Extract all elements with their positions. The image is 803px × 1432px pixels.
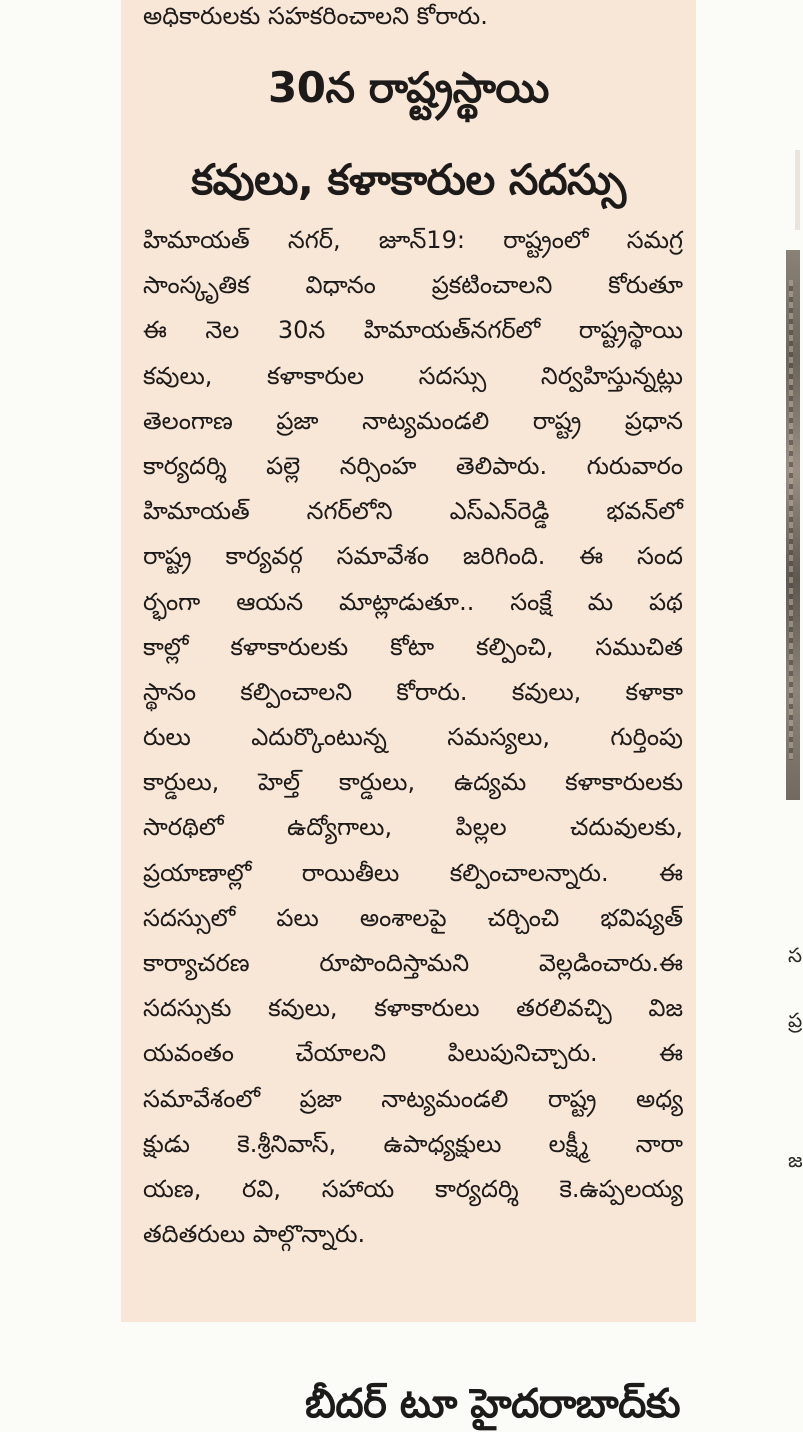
body-line: కార్యదర్శి పల్లె నర్సింహ తెలిపారు. గురువారం <box>143 451 683 480</box>
body-line: కాల్లో కళాకారులకు కోటా కల్పించి, సముచిత <box>143 632 683 661</box>
adjacent-text-fragment: స <box>788 943 803 967</box>
body-line: సదస్సులో పలు అంశాలపై చర్చించి భవిష్యత్ <box>143 903 683 932</box>
body-line: హిమాయత్ నగర్, జూన్19: రాష్ట్రంలో సమగ్ర <box>143 226 683 254</box>
body-line: కవులు, కళాకారుల సదస్సు నిర్వహిస్తున్నట్లు <box>143 361 683 390</box>
body-line: యవంతం చేయాలని పిలుపునిచ్చారు. ఈ <box>143 1039 683 1068</box>
body-line: క్షుడు కె.శ్రీనివాస్, ఉపాధ్యక్షులు లక్ష్మీ నారా <box>143 1129 683 1158</box>
body-line: ర్భంగా ఆయన మాట్లాడుతూ.. సంక్షే మ పథ <box>143 587 683 616</box>
adjacent-text-fragment: ప్ర <box>788 1008 803 1032</box>
body-line: కార్డులు, హెల్త్ కార్డులు, ఉద్యమ కళాకారులకు <box>143 768 683 797</box>
headline-line-2: కవులు, కళాకారుల సదస్సు <box>191 155 626 204</box>
body-line: హిమాయత్ నగర్‌లోని ఎస్ఎన్‌రెడ్డి భవన్‌లో <box>143 497 683 526</box>
adjacent-text-fragment: జ <box>788 1148 803 1172</box>
body-line: సాంస్కృతిక విధానం ప్రకటించాలని కోరుతూ <box>143 271 683 300</box>
body-line: సారథిలో ఉద్యోగాలు, పిల్లల చదువులకు, <box>143 813 683 842</box>
adjacent-photo <box>786 250 800 800</box>
body-line: రులు ఎదుర్కొంటున్న సమస్యలు, గుర్తింపు <box>143 723 683 752</box>
body-line: తదితరులు పాల్గొన్నారు. <box>143 1220 366 1249</box>
body-line: కార్యాచరణ రూపొందిస్తామని వెల్లడించారు.ఈ <box>143 949 683 977</box>
body-line: యణ, రవి, సహాయ కార్యదర్శి కె.ఉప్పలయ్య <box>143 1174 683 1203</box>
body-line: ఈ నెల 30న హిమాయత్‌నగర్‌లో రాష్ట్రస్థాయి <box>143 316 683 345</box>
article-body <box>143 218 683 1257</box>
body-line: సమావేశంలో ప్రజా నాట్యమండలి రాష్ట్ర అధ్య <box>143 1084 683 1113</box>
news-article <box>121 0 696 1322</box>
body-line: తెలంగాణ ప్రజా నాట్యమండలి రాష్ట్ర ప్రధాన <box>143 406 683 435</box>
body-line: ప్రయాణాల్లో రాయితీలు కల్పించాలన్నారు. ఈ <box>143 858 683 887</box>
headline-line-1: 30న రాష్ట్రస్థాయి <box>268 63 549 112</box>
body-line: సదస్సుకు కవులు, కళాకారులు తరలివచ్చి విజ <box>143 994 683 1023</box>
body-line: రాష్ట్ర కార్యవర్గ సమావేశం జరిగింది. ఈ సంద <box>143 542 683 571</box>
body-line: స్థానం కల్పించాలని కోరారు. కవులు, కళాకా <box>143 677 683 706</box>
previous-article-tail: అధికారులకు సహకరించాలని కోరారు. <box>143 2 488 30</box>
next-article-headline: బీదర్ టూ హైదరాబాద్‌కు <box>305 1381 681 1427</box>
adjacent-column-edge <box>795 150 800 230</box>
